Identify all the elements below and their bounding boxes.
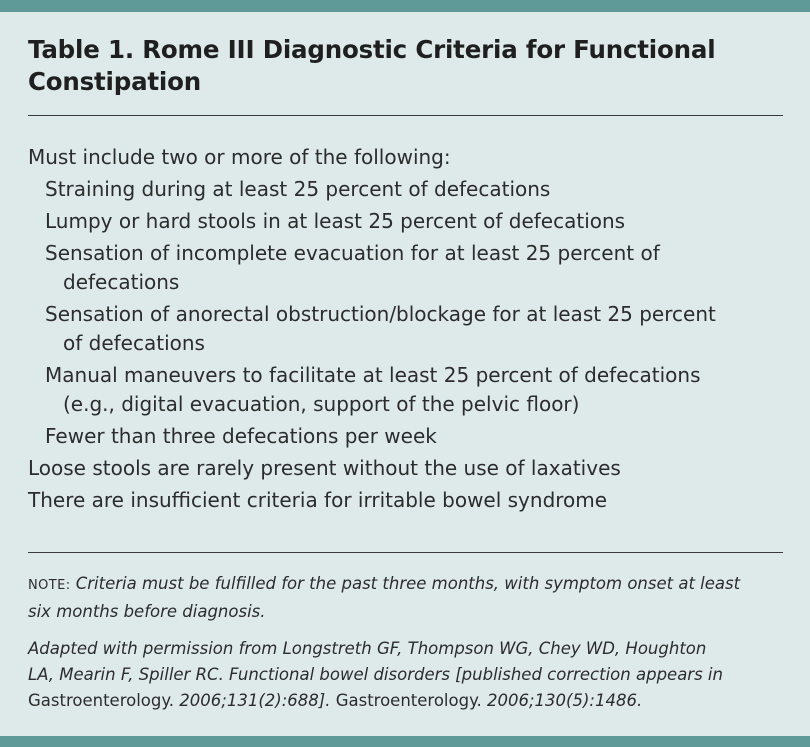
criterion-manual-maneuvers-line-1: Manual maneuvers to facilitate at least 25 percent of defecations xyxy=(45,363,701,387)
criterion-incomplete-evacuation xyxy=(28,238,788,299)
criterion-insufficient-ibs: There are insufficient criteria for irritable bowel syndrome xyxy=(28,488,608,512)
criterion-incomplete-evacuation-line-1: Sensation of incomplete evacuation for at least 25 percent of xyxy=(45,241,660,265)
criterion-lumpy-stools: Lumpy or hard stools in at least 25 percent of defecations xyxy=(45,209,626,233)
criteria-intro: Must include two or more of the following: xyxy=(28,145,451,169)
top-accent-bar xyxy=(0,0,810,12)
source-line-1: Adapted with permission from Longstreth GF, Thompson WG, Chey WD, Houghton xyxy=(28,639,707,658)
criterion-incomplete-evacuation-line-2: defecations xyxy=(63,270,180,294)
bottom-accent-bar xyxy=(0,736,810,747)
criterion-anorectal-obstruction-line-2: of defecations xyxy=(63,331,205,355)
criterion-manual-maneuvers xyxy=(28,360,788,421)
criteria-list xyxy=(28,142,788,517)
criterion-anorectal-obstruction-line-1: Sensation of anorectal obstruction/blockage for at least 25 percent xyxy=(45,302,716,326)
notes-divider xyxy=(28,552,783,553)
table-title-line-2: Constipation xyxy=(28,67,201,96)
criterion-manual-maneuvers-line-2: (e.g., digital evacuation, support of the pelvic floor) xyxy=(63,392,580,416)
criterion-anorectal-obstruction xyxy=(28,299,788,360)
source-citation xyxy=(28,636,788,714)
table-notes xyxy=(28,571,788,714)
table-title xyxy=(28,34,748,98)
criterion-loose-stools: Loose stools are rarely present without the use of laxatives xyxy=(28,456,621,480)
title-divider xyxy=(28,115,783,116)
source-line-2: LA, Mearin F, Spiller RC. Functional bowel disorders [published correction appears in xyxy=(28,665,723,684)
criterion-fewer-defecations: Fewer than three defecations per week xyxy=(45,424,437,448)
source-journal-1: Gastroenterology. xyxy=(28,691,175,710)
table-title-line-1: Table 1. Rome III Diagnostic Criteria for Functional xyxy=(28,35,716,64)
criterion-straining: Straining during at least 25 percent of defecations xyxy=(45,177,551,201)
note-paragraph xyxy=(28,571,788,625)
source-ref-2: 2006;130(5):1486. xyxy=(487,691,643,710)
source-ref-1: 2006;131(2):688]. xyxy=(179,691,331,710)
note-label: NOTE: xyxy=(28,578,71,593)
note-text-line-2: six months before diagnosis. xyxy=(28,602,266,621)
source-journal-2: Gastroenterology. xyxy=(335,691,482,710)
note-text-line-1: Criteria must be fulfilled for the past three months, with symptom onset at least xyxy=(75,574,741,593)
